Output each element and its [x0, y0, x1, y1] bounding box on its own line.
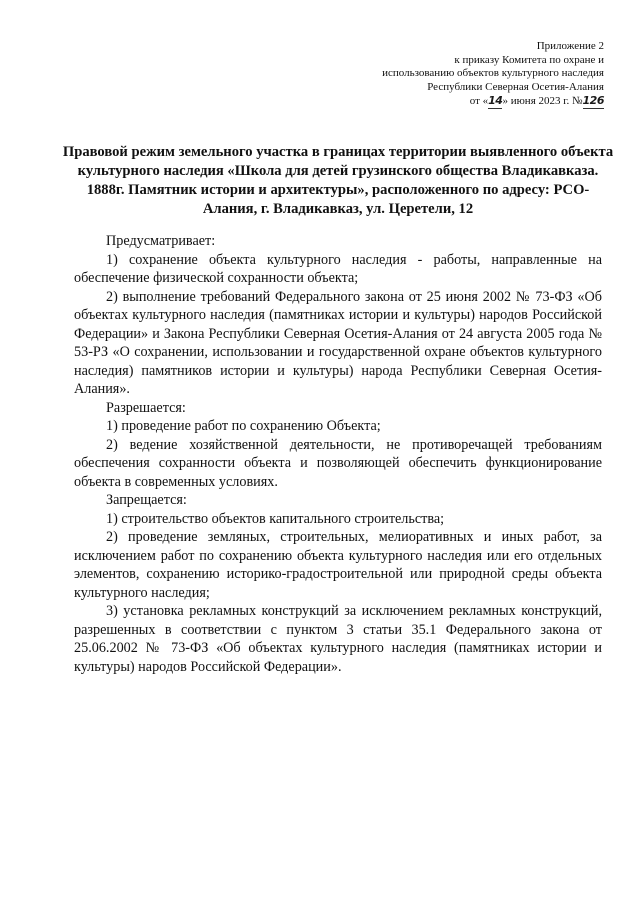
- allowed-item: 2) ведение хозяйственной деятельности, не противоречащей требованиям обеспечения сохранности объекта и позволяющей обеспечить функционирование объекта в современных условиях.: [74, 436, 602, 490]
- prohibited-item: 2) проведение земляных, строительных, мелиоративных и иных работ, за исключением работ по сохранению объекта культурного наследия или его отдельных элементов, сохранению историко-градостроительной или природной среды объекта культурного наследия;: [74, 529, 602, 601]
- appendix-header: [382, 40, 604, 109]
- appendix-number: Приложение 2: [536, 40, 604, 52]
- section-heading-prohibited: Запрещается:: [106, 492, 187, 508]
- appendix-republic-line: Республики Северная Осетия-Алания: [427, 80, 604, 93]
- document-body: [74, 232, 602, 676]
- date-prefix: от «: [469, 95, 489, 107]
- handwritten-day: 14: [488, 94, 503, 107]
- appendix-committee-line: использованию объектов культурного наследия: [382, 67, 604, 79]
- provides-item: 2) выполнение требований Федерального закона от 25 июня 2002 № 73-ФЗ «Об объектах культурного наследия (памятниках истории и культуры) народов Российской Федерации» и Закона Республики Северная Осетия-Алания от 24 августа 2005 года № 53-РЗ «О сохранении, использовании и государственной охране объектов культурного наследия) памятников истории и культуры) народа Республики Северная Осетия-Алания».: [74, 288, 602, 397]
- allowed-item: 1) проведение работ по сохранению Объекта;: [106, 418, 381, 434]
- section-heading-provides: Предусматривает:: [106, 233, 216, 249]
- provides-item: 1) сохранение объекта культурного наследия - работы, направленные на обеспечение физической сохранности объекта;: [74, 251, 602, 286]
- prohibited-item: 1) строительство объектов капитального строительства;: [106, 510, 445, 527]
- section-heading-allowed: Разрешается:: [106, 399, 186, 416]
- appendix-order-ref: к приказу Комитета по охране и: [454, 53, 604, 66]
- handwritten-order-number: 126: [582, 94, 604, 107]
- date-middle: » июня 2023 г. №: [502, 95, 583, 107]
- document-title: Правовой режим земельного участка в границах территории выявленного объекта культурного наследия «Школа для детей грузинского общества Владикавказа. 1888г. Памятник истории и архитектуры», расположенного по адресу: РСО-Алания, г. Владикавказ, ул. Церетели, 12: [62, 144, 614, 217]
- prohibited-item: 3) установка рекламных конструкций за исключением рекламных конструкций, разрешенных в соответствии с пунктом 3 статьи 35.1 Федерального закона от 25.06.2002 № 73-ФЗ «Об объектах культурного наследия (памятниках истории и культуры) народов Российской Федерации».: [74, 603, 602, 675]
- appendix-date-line: [382, 94, 604, 109]
